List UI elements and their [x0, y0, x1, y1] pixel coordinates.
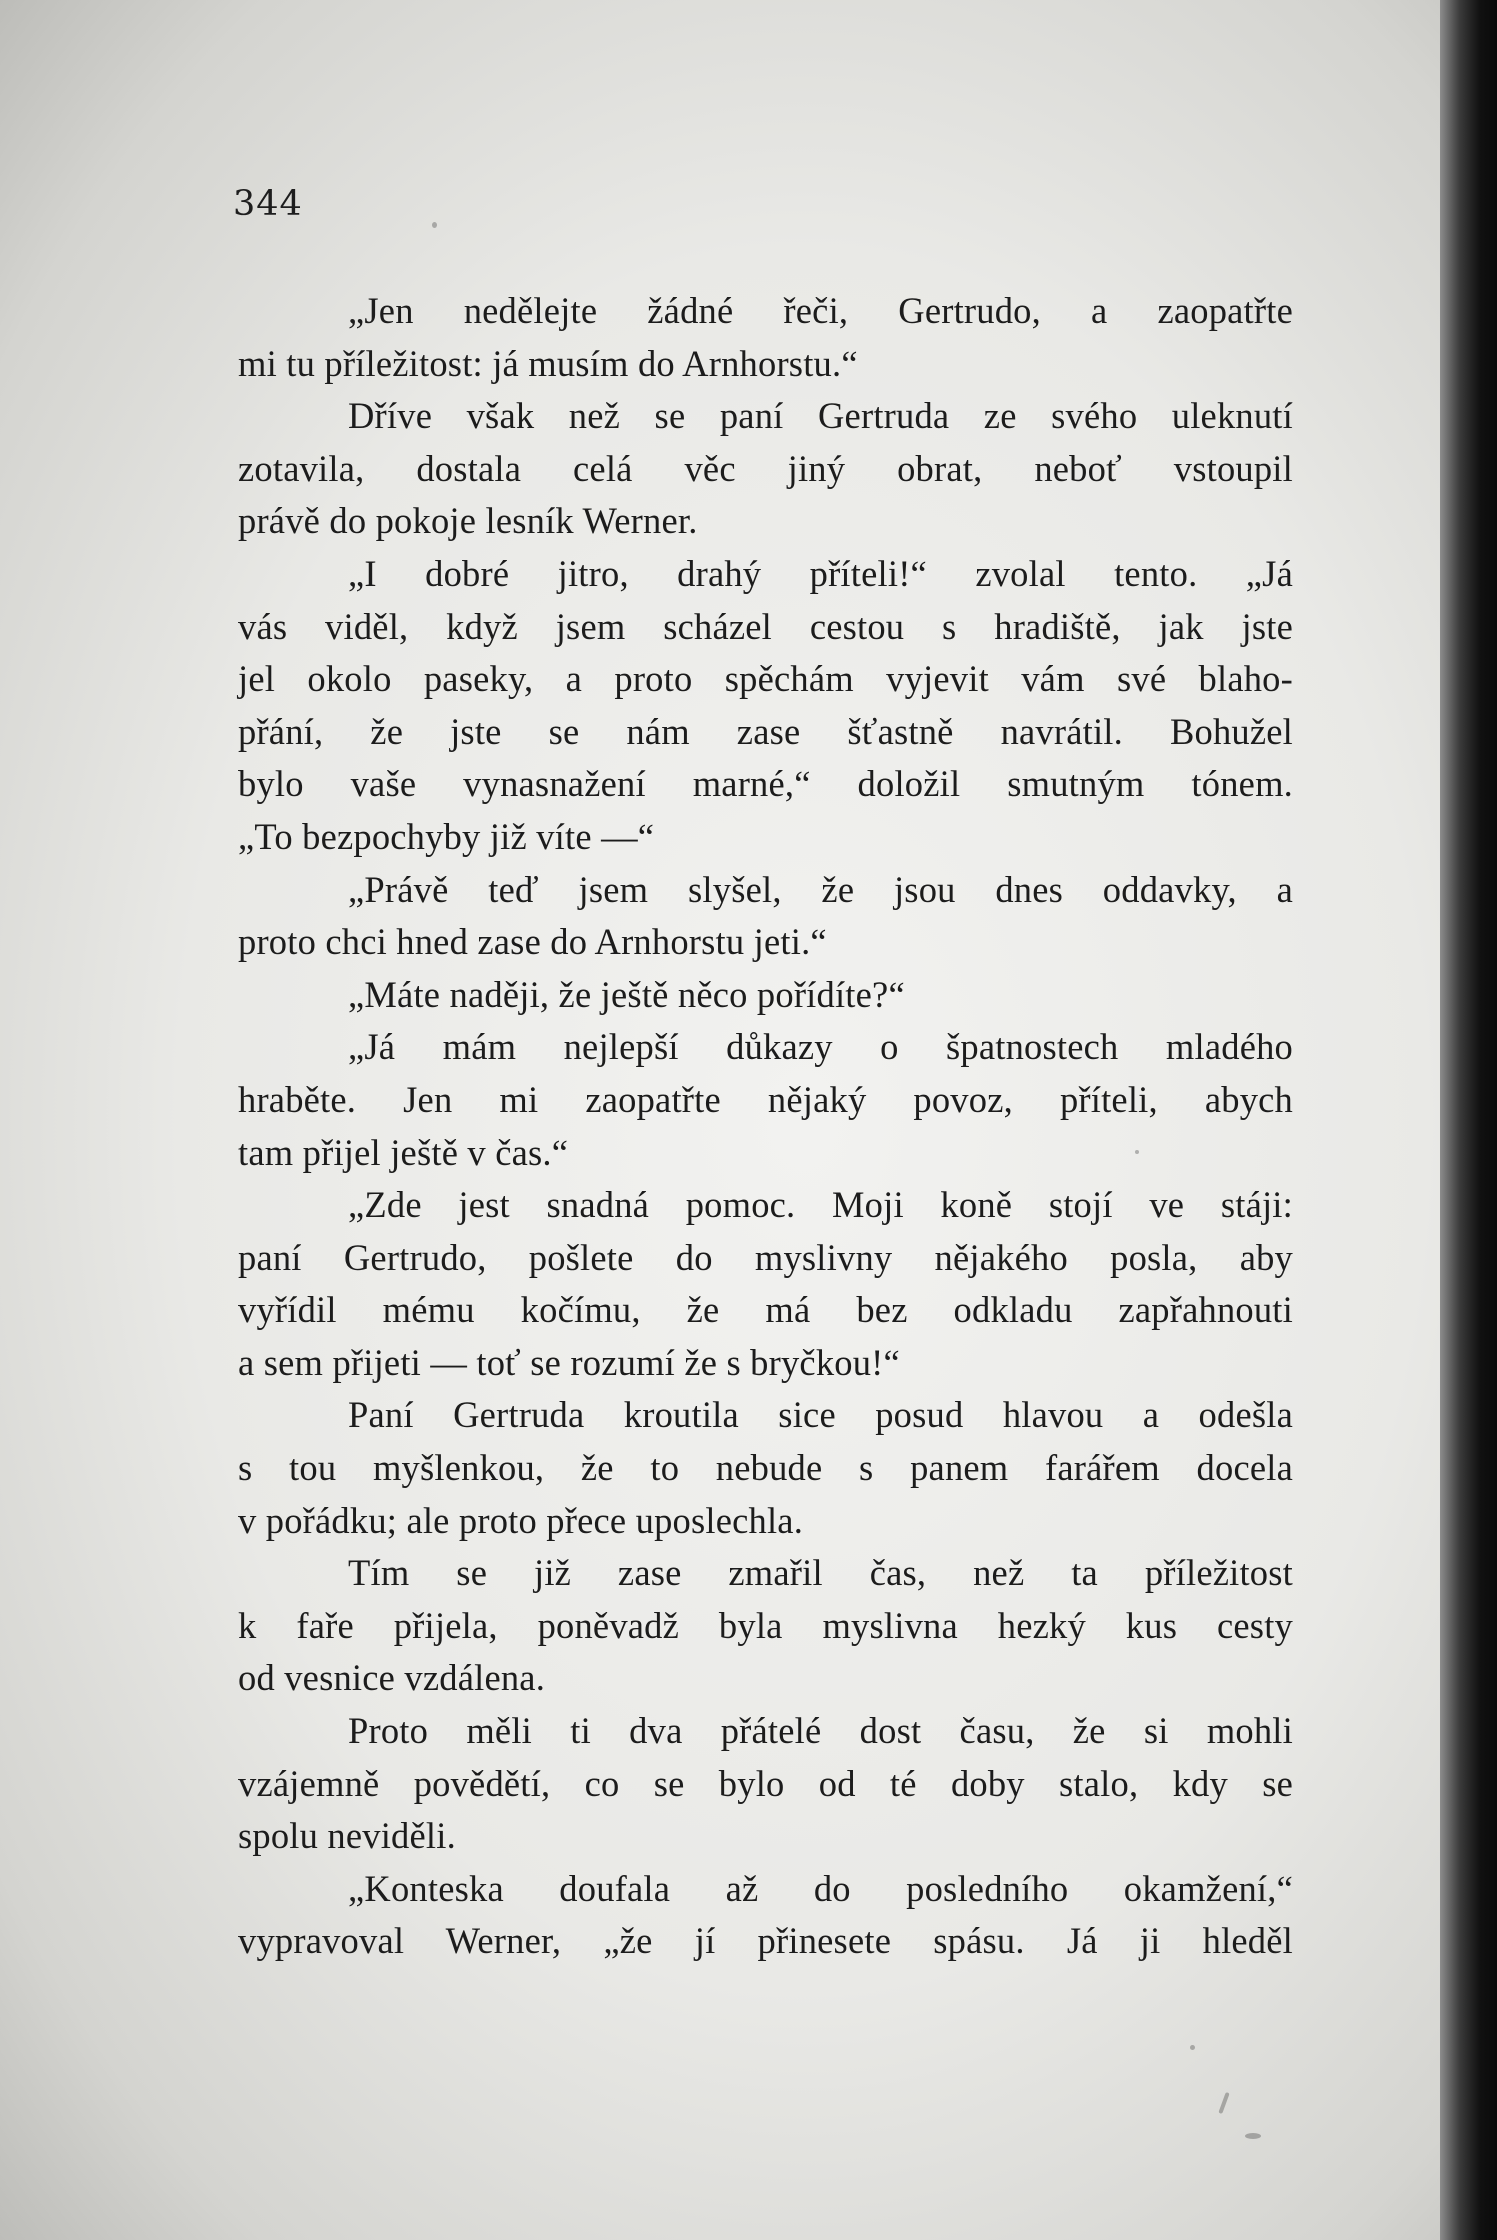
text-line: hraběte. Jen mi zaopatřte nějaký povoz, příteli, abych	[238, 1078, 1293, 1120]
print-speck	[1135, 1150, 1139, 1154]
text-line: paní Gertrudo, pošlete do myslivny nějakého posla, aby	[238, 1236, 1293, 1278]
text-line: „Máte naději, že ještě něco pořídíte?“	[348, 973, 905, 1015]
text-line: „Já mám nejlepší důkazy o špatnostech mladého	[348, 1026, 1293, 1068]
page-edge-shadow	[1440, 0, 1497, 2240]
text-line: v pořádku; ale proto přece uposlechla.	[238, 1499, 804, 1541]
text-line: a sem přijeti — toť se rozumí že s bryčkou!“	[238, 1341, 900, 1383]
text-line: „I dobré jitro, drahý příteli!“ zvolal tento. „Já	[348, 552, 1293, 594]
text-line: mi tu příležitost: já musím do Arnhorstu.“	[238, 342, 858, 384]
text-line: vzájemně povědětí, co se bylo od té doby stalo, kdy se	[238, 1762, 1293, 1804]
text-line: vyřídil mému kočímu, že má bez odkladu zapřahnouti	[238, 1289, 1293, 1331]
text-line: vás viděl, když jsem scházel cestou s hradiště, jak jste	[238, 605, 1293, 647]
text-line: Dříve však než se paní Gertruda ze svého uleknutí	[348, 395, 1293, 437]
text-line: Paní Gertruda kroutila sice posud hlavou a odešla	[348, 1394, 1293, 1436]
body-text	[238, 285, 1293, 1968]
text-line: proto chci hned zase do Arnhorstu jeti.“	[238, 921, 827, 963]
text-line: zotavila, dostala celá věc jiný obrat, neboť vstoupil	[238, 447, 1293, 489]
text-line: od vesnice vzdálena.	[238, 1657, 546, 1699]
print-speck	[432, 222, 437, 228]
print-speck	[1245, 2133, 1261, 2139]
text-line: „To bezpochyby již víte —“	[238, 815, 655, 857]
print-speck	[1190, 2045, 1195, 2050]
text-line: přání, že jste se nám zase šťastně navrátil. Bohužel	[238, 710, 1293, 752]
text-line: vypravoval Werner, „že jí přinesete spásu. Já ji hleděl	[238, 1920, 1293, 1962]
text-line: k faře přijela, poněvadž byla myslivna hezký kus cesty	[238, 1604, 1293, 1646]
text-line: s tou myšlenkou, že to nebude s panem farářem docela	[238, 1447, 1293, 1489]
page-number: 344	[233, 184, 303, 224]
text-line: tam přijel ještě v čas.“	[238, 1131, 569, 1173]
text-line: „Jen nedělejte žádné řeči, Gertrudo, a zaopatřte	[348, 290, 1293, 331]
text-line: „Právě teď jsem slyšel, že jsou dnes oddavky, a	[348, 868, 1293, 910]
text-line: „Zde jest snadná pomoc. Moji koně stojí ve stáji:	[348, 1184, 1293, 1226]
text-line: Tím se již zase zmařil čas, než ta příležitost	[348, 1552, 1293, 1594]
text-line: právě do pokoje lesník Werner.	[238, 500, 698, 542]
text-line: Proto měli ti dva přátelé dost času, že si mohli	[348, 1710, 1293, 1752]
text-line: bylo vaše vynasnažení marné,“ doložil smutným tónem.	[238, 763, 1293, 805]
text-line: spolu neviděli.	[238, 1815, 456, 1857]
text-line: „Konteska doufala až do posledního okamžení,“	[348, 1867, 1293, 1909]
text-line: jel okolo paseky, a proto spěchám vyjevit vám své blaho-	[238, 658, 1293, 700]
print-speck	[1218, 2092, 1229, 2114]
